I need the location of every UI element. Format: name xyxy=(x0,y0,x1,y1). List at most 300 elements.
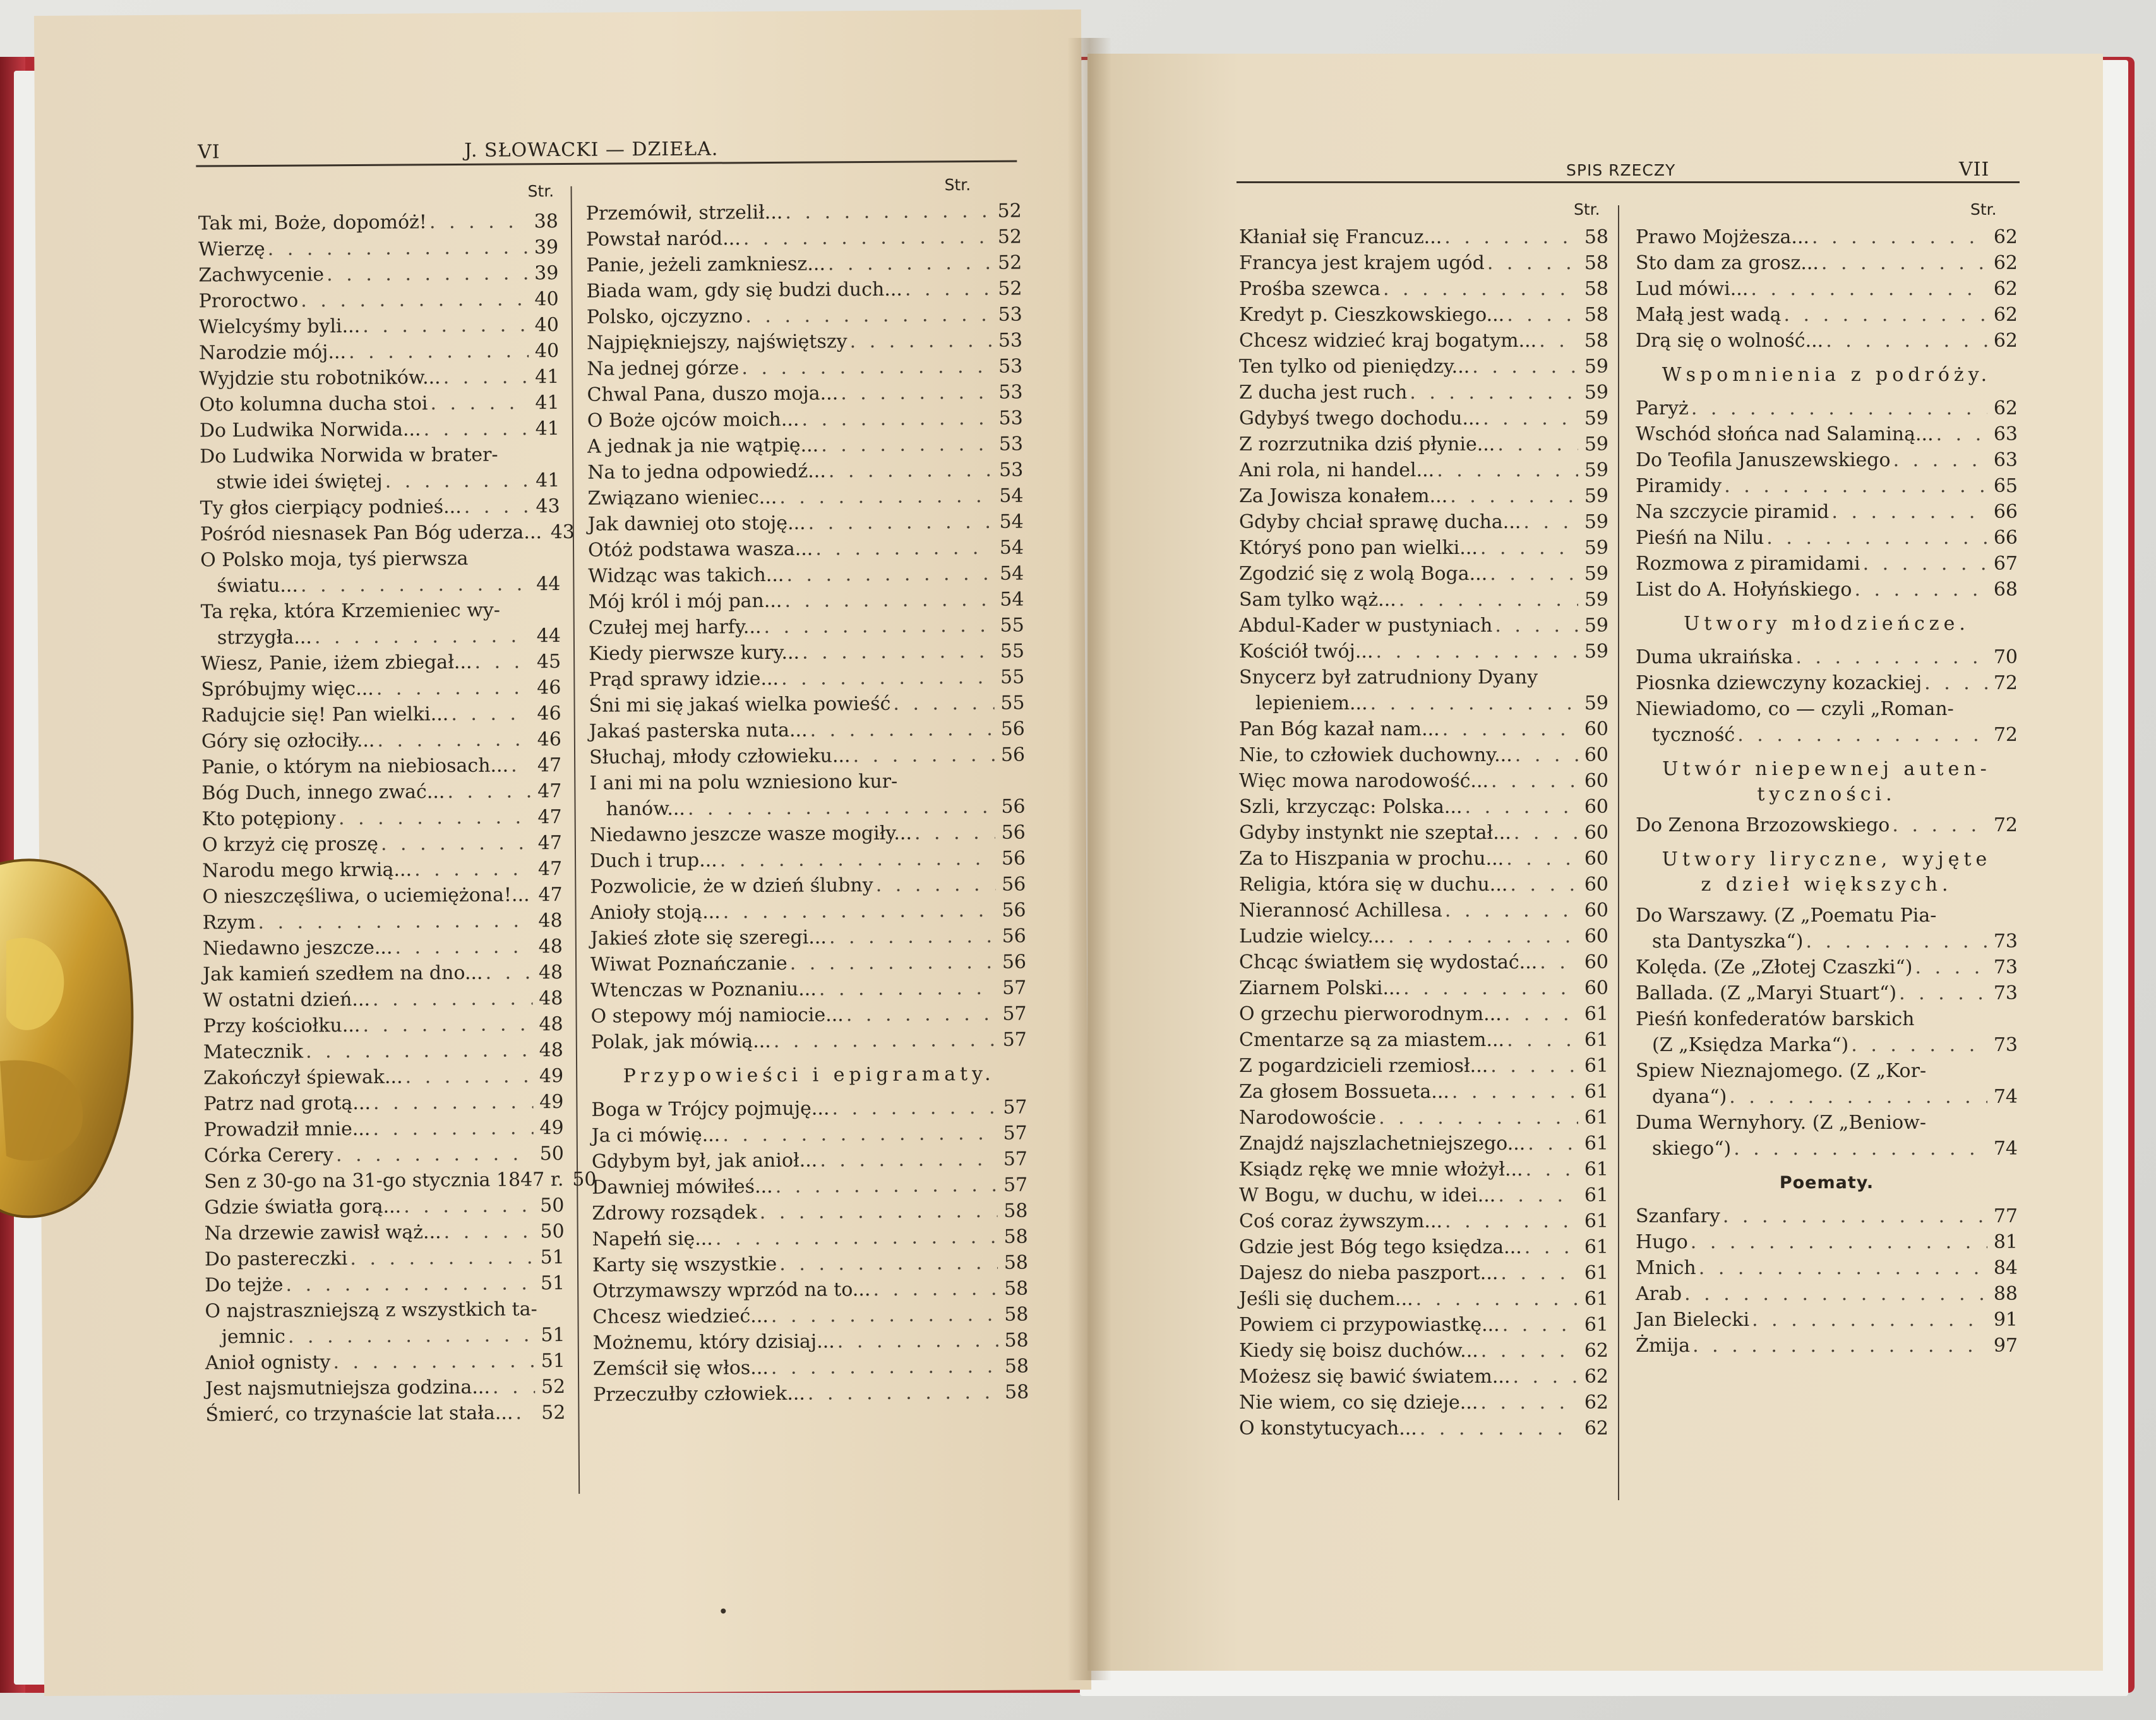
toc-entry-title: Niedawno jeszcze wasze mogiły... xyxy=(589,822,913,846)
toc-entry-title: Do tejże xyxy=(205,1273,284,1297)
toc-entry-title: Zachwycenie xyxy=(198,263,325,287)
toc-dot-leader xyxy=(808,1380,999,1407)
toc-entry-title: O Polsko moja, tyś pierwsza xyxy=(200,547,469,572)
toc-page-number: 60 xyxy=(1584,796,1608,818)
toc-entry xyxy=(586,224,1022,253)
toc-page-number: 59 xyxy=(1584,356,1608,378)
toc-entry-title: Czułej mej harfy... xyxy=(588,616,762,639)
toc-page-number: 59 xyxy=(1584,382,1608,404)
toc-page-number: 55 xyxy=(1000,614,1024,637)
toc-entry-title: Córka Cerery xyxy=(203,1144,334,1167)
toc-page-number: 48 xyxy=(539,987,563,1010)
toc-entry-title: Ja ci mówię... xyxy=(591,1124,721,1147)
toc-entry xyxy=(1239,1338,1608,1364)
toc-entry-title: Piramidy xyxy=(1636,475,1722,497)
toc-entry-title: Powstał naród... xyxy=(585,227,741,251)
toc-entry-title: Sen z 30-go na 31-go stycznia 1847 r. xyxy=(204,1169,564,1193)
toc-dot-leader xyxy=(815,535,993,562)
toc-page-number: 53 xyxy=(998,303,1022,326)
toc-dot-leader xyxy=(373,1115,533,1142)
toc-entry-title: Nie, to człowiek duchowny... xyxy=(1239,744,1512,766)
toc-entry-title: Pan Bóg kazał nam... xyxy=(1239,718,1440,740)
toc-entry-title: Religia, która się w duchu... xyxy=(1239,874,1508,896)
toc-dot-leader xyxy=(1498,1182,1578,1208)
toc-dot-leader xyxy=(1483,406,1578,431)
toc-page-number: 63 xyxy=(1993,423,2018,445)
toc-page-number: 61 xyxy=(1584,1262,1608,1284)
brass-clasp xyxy=(0,853,145,1225)
toc-entry-title: Któryś pono pan wielki... xyxy=(1239,537,1478,559)
toc-page-number: 40 xyxy=(534,288,559,311)
toc-entry xyxy=(1239,1416,1608,1441)
toc-entry xyxy=(1239,872,1608,898)
toc-page-number: 81 xyxy=(1993,1231,2018,1253)
toc-page-number: 53 xyxy=(998,355,1023,378)
toc-entry-title: I ani mi na polu wzniesiono kur- xyxy=(589,770,898,795)
toc-dot-leader xyxy=(1821,250,1987,276)
toc-dot-leader xyxy=(1526,1157,1578,1182)
toc-entry xyxy=(1636,395,2018,421)
toc-entry xyxy=(1636,525,2018,551)
toc-page-number: 40 xyxy=(534,314,560,337)
toc-dot-leader xyxy=(760,1198,998,1225)
toc-entry xyxy=(1636,224,2018,250)
toc-entry xyxy=(1239,1079,1608,1105)
toc-page-number: 52 xyxy=(998,277,1022,300)
toc-page-number: 61 xyxy=(1584,1210,1608,1232)
toc-entry-title: Śmierć, co trzynaście lat stała... xyxy=(205,1402,513,1426)
toc-page-number: 60 xyxy=(1584,925,1608,947)
toc-dot-leader xyxy=(1899,980,1987,1006)
toc-page-number: 57 xyxy=(1002,1002,1027,1025)
toc-entry xyxy=(1636,1307,2018,1333)
toc-entry xyxy=(593,1354,1029,1382)
right-running-head: SPIS RZECZY xyxy=(1566,161,1676,179)
toc-entry-title: Bóg Duch, innego zwać... xyxy=(201,781,445,805)
toc-entry xyxy=(1239,509,1608,535)
toc-entry-title: Do Ludwika Norwida w brater- xyxy=(200,443,498,468)
toc-entry-title: Żmija xyxy=(1636,1335,1691,1357)
toc-entry xyxy=(587,302,1022,330)
toc-entry xyxy=(1239,354,1608,380)
toc-entry xyxy=(592,1302,1028,1330)
toc-entry xyxy=(201,649,561,677)
toc-entry xyxy=(202,882,562,910)
toc-entry-title: O krzyż cię proszę xyxy=(201,833,379,857)
toc-dot-leader xyxy=(515,1400,535,1426)
toc-entry xyxy=(587,406,1023,434)
toc-entry-title: Z rozrzutnika dziś płynie... xyxy=(1239,433,1495,455)
toc-dot-leader xyxy=(1751,276,1987,302)
toc-dot-leader xyxy=(1379,1105,1578,1131)
toc-entry xyxy=(586,276,1022,304)
toc-entry xyxy=(1636,980,2018,1006)
toc-entry-title: Ten tylko od pieniędzy... xyxy=(1239,356,1470,378)
toc-dot-leader xyxy=(1915,954,1987,980)
toc-entry-title: Gdzie jest Bóg tego księdza... xyxy=(1239,1236,1522,1258)
toc-page-number: 46 xyxy=(537,702,561,725)
toc-entry-title: Kiedy się boisz duchów... xyxy=(1239,1340,1478,1362)
toc-entry-title: Patrz nad grotą... xyxy=(203,1092,371,1116)
toc-entry-title: Na to jedna odpowiedź... xyxy=(587,460,826,484)
toc-entry xyxy=(1636,670,2018,696)
toc-page-number: 44 xyxy=(536,625,561,647)
toc-page-number: 56 xyxy=(1002,873,1026,896)
toc-page-number: 61 xyxy=(1584,1081,1608,1103)
toc-entry xyxy=(592,1146,1027,1175)
toc-entry-title-continued: skiego“) xyxy=(1652,1138,1732,1160)
toc-entry xyxy=(1636,473,2018,499)
toc-page-number: 97 xyxy=(1993,1335,2018,1357)
section-heading-travels: Wspomnienia z podróży. xyxy=(1662,364,1992,386)
toc-entry xyxy=(1636,1255,2018,1281)
toc-entry xyxy=(1636,1281,2018,1307)
toc-entry xyxy=(198,260,558,288)
toc-entry xyxy=(589,690,1024,719)
toc-page-number: 68 xyxy=(1993,579,2018,601)
toc-page-number: 52 xyxy=(541,1375,566,1398)
toc-entry xyxy=(205,1244,565,1272)
toc-entry-title: Polsko, ojczyzno xyxy=(586,305,743,328)
toc-entry-title: Duma ukraińska xyxy=(1636,646,1794,668)
toc-dot-leader xyxy=(1795,644,1987,670)
toc-entry xyxy=(588,561,1024,589)
toc-entry-title: Jakaś pasterska nuta... xyxy=(589,719,808,743)
toc-page-number: 56 xyxy=(1002,951,1027,973)
toc-page-number: 40 xyxy=(534,340,560,363)
toc-dot-leader xyxy=(1388,923,1578,949)
toc-dot-leader xyxy=(377,726,531,753)
toc-dot-leader xyxy=(829,923,996,951)
toc-entry-title: Pieśń na Nilu xyxy=(1636,527,1764,549)
toc-entry-title: Dawniej mówiłeś... xyxy=(592,1175,773,1199)
toc-entry-title: Kredyt p. Cieszkowskiego... xyxy=(1239,304,1505,326)
toc-dot-leader xyxy=(1452,1079,1578,1105)
toc-entry xyxy=(1239,1260,1608,1286)
toc-dot-leader xyxy=(285,1270,534,1297)
toc-entry-title: Lud mówi... xyxy=(1636,278,1749,300)
toc-page-number: 41 xyxy=(536,469,560,492)
toc-page-number: 62 xyxy=(1993,397,2018,419)
section-heading-youth-works: Utwory młodzieńcze. xyxy=(1684,613,1970,635)
toc-entry xyxy=(200,442,560,469)
toc-entry xyxy=(202,830,562,858)
toc-entry xyxy=(592,1224,1028,1253)
toc-page-number: 47 xyxy=(537,858,563,881)
left-running-head: J. SŁOWACKI — DZIEŁA. xyxy=(464,138,719,162)
toc-entry xyxy=(199,312,559,340)
section-heading-uncertain-authorship: Utwór niepewnej auten- xyxy=(1662,758,1991,780)
toc-dot-leader xyxy=(381,830,532,857)
toc-page-number: 62 xyxy=(1993,330,2018,352)
toc-dot-leader xyxy=(1497,431,1578,457)
toc-entry-title: Do pastereczki xyxy=(204,1248,348,1271)
toc-entry xyxy=(590,1001,1026,1030)
toc-dot-leader xyxy=(1892,812,1987,838)
toc-dot-leader xyxy=(846,1001,997,1028)
right-col2-str-label: Str. xyxy=(1970,200,1997,219)
toc-page-number: 52 xyxy=(997,200,1022,222)
toc-dot-leader xyxy=(849,328,992,354)
toc-entry xyxy=(1239,1027,1608,1053)
toc-entry xyxy=(1239,250,1608,276)
toc-dot-leader xyxy=(1410,380,1578,406)
toc-entry-title: Jak dawniej oto stoję... xyxy=(587,512,806,536)
toc-entry-title: Zemścił się włos... xyxy=(592,1357,769,1380)
toc-entry xyxy=(1636,644,2018,670)
toc-dot-leader xyxy=(688,794,995,822)
toc-page-number: 59 xyxy=(1584,407,1608,430)
toc-page-number: 57 xyxy=(1003,1096,1027,1119)
toc-entry-title: Słuchaj, młody człowieku... xyxy=(589,745,851,769)
toc-dot-leader xyxy=(447,778,531,805)
toc-page-number: 50 xyxy=(540,1220,565,1243)
toc-page-number: 62 xyxy=(1993,304,2018,326)
toc-entry-title: A jednak ja nie wątpię... xyxy=(587,434,819,458)
toc-dot-leader xyxy=(1523,509,1578,535)
toc-entry xyxy=(1239,535,1608,561)
right-header-rule xyxy=(1237,181,2020,183)
toc-dot-leader xyxy=(771,1302,998,1329)
toc-dot-leader xyxy=(1729,1084,1987,1110)
toc-page-number: 61 xyxy=(1584,1288,1608,1310)
toc-entry-title: Przeczułby człowiek... xyxy=(593,1382,805,1406)
toc-entry-continuation xyxy=(1636,1136,2018,1162)
toc-page-number: 53 xyxy=(999,459,1024,481)
toc-entry xyxy=(204,1141,564,1169)
toc-page-number: 61 xyxy=(1584,1314,1608,1336)
toc-page-number: 59 xyxy=(1584,485,1608,507)
toc-entry xyxy=(1239,1390,1608,1416)
toc-page-number: 58 xyxy=(1003,1251,1029,1274)
toc-dot-leader xyxy=(1491,768,1578,794)
toc-dot-leader xyxy=(1766,525,1987,551)
toc-entry xyxy=(199,338,559,366)
toc-entry xyxy=(1239,768,1608,794)
section-heading-lyrical-works: Utwory liryczne, wyjęte xyxy=(1662,848,1992,870)
toc-entry xyxy=(590,923,1026,952)
toc-dot-leader xyxy=(1936,421,1987,447)
toc-entry xyxy=(1636,1333,2018,1359)
toc-dot-leader xyxy=(1480,535,1578,561)
toc-entry xyxy=(1636,302,2018,328)
toc-entry-title: Chcąc światłem się wydostać... xyxy=(1239,951,1538,973)
toc-page-number: 47 xyxy=(537,832,563,855)
toc-entry-title: Otóż podstawa wasza... xyxy=(587,538,813,562)
toc-entry xyxy=(1239,224,1608,250)
toc-entry xyxy=(1636,954,2018,980)
toc-dot-leader xyxy=(326,260,529,287)
toc-entry-continuation xyxy=(200,467,560,495)
toc-page-number: 62 xyxy=(1993,278,2018,300)
toc-dot-leader xyxy=(853,742,995,769)
toc-entry xyxy=(589,716,1025,745)
toc-entry xyxy=(589,613,1024,641)
toc-entry-title: Prąd sprawy idzie... xyxy=(589,667,779,691)
toc-entry-continuation xyxy=(200,571,560,599)
toc-dot-leader xyxy=(1510,872,1578,898)
toc-entry-title: O najstraszniejszą z wszystkich ta- xyxy=(205,1298,537,1323)
toc-page-number: 74 xyxy=(1993,1138,2018,1160)
toc-entry-title: Chcesz widzieć kraj bogatym... xyxy=(1239,330,1537,352)
toc-entry xyxy=(1636,903,2018,929)
toc-entry-title: Ziarnem Polski... xyxy=(1239,977,1401,999)
toc-page-number: 60 xyxy=(1584,951,1608,973)
toc-entry-title: Gdzie światła gorą... xyxy=(204,1195,402,1219)
toc-entry-title: Radujcie się! Pan wielki... xyxy=(201,703,449,727)
toc-entry-title: Ty głos cierpiący podnieś... xyxy=(200,495,462,520)
toc-entry-title: Zdrowy rozsądek xyxy=(592,1201,757,1225)
toc-entry-title: Gdyby chciał sprawę ducha... xyxy=(1239,511,1521,533)
toc-dot-leader xyxy=(741,354,992,381)
toc-dot-leader xyxy=(1831,499,1987,525)
toc-page-number: 62 xyxy=(1584,1340,1608,1362)
toc-page-number: 44 xyxy=(536,573,561,596)
toc-dot-leader xyxy=(1692,1333,1987,1359)
toc-entry-title: Mnich xyxy=(1636,1257,1696,1279)
toc-entry-title: Śni mi się jakaś wielka powieść xyxy=(589,692,891,717)
toc-page-number: 48 xyxy=(539,1039,564,1062)
toc-entry xyxy=(200,493,560,521)
toc-dot-leader xyxy=(1924,670,1987,696)
toc-entry xyxy=(586,250,1022,279)
toc-dot-leader xyxy=(404,1193,534,1219)
toc-page-number: 47 xyxy=(537,806,562,829)
toc-dot-leader xyxy=(301,571,530,598)
toc-page-number: 39 xyxy=(534,236,559,259)
toc-dot-leader xyxy=(785,198,991,226)
toc-entry-title: Francya jest krajem ugód xyxy=(1239,252,1485,274)
book-gutter-shadow xyxy=(1067,38,1111,1680)
toc-page-number: 58 xyxy=(1004,1303,1029,1326)
toc-dot-leader xyxy=(1540,949,1578,975)
toc-page-number: 54 xyxy=(999,536,1024,559)
toc-entry xyxy=(203,985,563,1013)
toc-dot-leader xyxy=(414,856,532,882)
toc-entry-title: Anioły stoją... xyxy=(590,901,721,924)
toc-entry xyxy=(1239,742,1608,768)
toc-entry-title: Możnemu, który dzisiaj... xyxy=(592,1330,835,1354)
toc-entry-title: Więc mowa narodowość... xyxy=(1239,770,1489,792)
toc-entry-title: Za to Hiszpania w prochu... xyxy=(1239,848,1504,870)
right-toc-column-2 xyxy=(1636,224,2018,1359)
toc-page-number: 51 xyxy=(540,1272,565,1295)
toc-entry xyxy=(200,545,560,573)
toc-entry xyxy=(201,726,561,754)
toc-dot-leader xyxy=(829,457,993,484)
toc-entry-title: Jakieś złote się szeregi... xyxy=(590,926,827,950)
toc-page-number: 46 xyxy=(537,728,562,751)
left-col2-str-label: Str. xyxy=(944,176,971,195)
toc-entry-title: Kolęda. (Ze „Złotej Czaszki“) xyxy=(1636,956,1913,978)
toc-entry xyxy=(201,778,561,806)
toc-entry xyxy=(1239,483,1608,509)
toc-entry-title: Ta ręka, która Krzemieniec wy- xyxy=(200,599,501,623)
toc-page-number: 59 xyxy=(1584,692,1608,714)
toc-entry xyxy=(1636,577,2018,603)
toc-entry-title: Prawo Mojżesza... xyxy=(1636,226,1810,248)
toc-page-number: 56 xyxy=(1001,847,1026,870)
toc-entry-title: Ani rola, ni handel... xyxy=(1239,459,1435,481)
toc-entry-title: Chwal Pana, duszo moja... xyxy=(587,382,839,406)
toc-entry xyxy=(205,1374,565,1402)
toc-entry-title: Za Jowisza konałem... xyxy=(1239,485,1448,507)
section-spacer xyxy=(1636,898,2018,903)
toc-entry-title: Do Warszawy. (Z „Poematu Pia- xyxy=(1636,905,1937,927)
toc-entry xyxy=(1636,1006,2018,1032)
toc-entry-title: Niedawno jeszcze... xyxy=(202,936,393,960)
toc-page-number: 59 xyxy=(1584,511,1608,533)
toc-entry xyxy=(1239,1182,1608,1208)
toc-entry xyxy=(1636,421,2018,447)
toc-page-number: 53 xyxy=(998,407,1023,430)
toc-dot-leader xyxy=(832,1095,997,1122)
toc-dot-leader xyxy=(1806,929,1987,954)
toc-page-number: 50 xyxy=(572,1168,597,1191)
toc-entry-title: Chcesz wiedzieć... xyxy=(592,1305,769,1328)
toc-dot-leader xyxy=(1507,302,1578,328)
toc-dot-leader xyxy=(430,390,529,416)
toc-page-number: 72 xyxy=(1993,814,2018,836)
toc-page-number: 57 xyxy=(1002,1028,1027,1051)
toc-entry-title: Sam tylko wąż... xyxy=(1239,589,1396,611)
toc-entry-title: W Bogu, w duchu, w idei... xyxy=(1239,1184,1496,1206)
section-heading-uncertain-authorship-cont: tyczności. xyxy=(1757,783,1896,805)
toc-dot-leader xyxy=(314,623,530,650)
toc-dot-leader xyxy=(1480,1390,1578,1416)
toc-page-number: 49 xyxy=(539,1064,564,1088)
toc-entry xyxy=(1239,1105,1608,1131)
toc-dot-leader xyxy=(301,286,529,313)
toc-dot-leader xyxy=(1737,722,1987,748)
toc-page-number: 74 xyxy=(1993,1086,2018,1108)
toc-entry-title: Gdyby instynkt nie szeptał... xyxy=(1239,822,1511,844)
toc-entry xyxy=(1239,302,1608,328)
toc-dot-leader xyxy=(1783,302,1987,328)
toc-page-number: 73 xyxy=(1993,930,2018,953)
toc-entry-title-continued: strzygła... xyxy=(217,626,313,649)
toc-page-number: 73 xyxy=(1993,1034,2018,1056)
toc-entry-title: Gdybym był, jak anioł... xyxy=(591,1149,818,1173)
toc-dot-leader xyxy=(1684,1281,1987,1307)
toc-entry-title: Wielcyśmy byli... xyxy=(198,315,361,339)
toc-entry xyxy=(199,286,559,314)
toc-page-number: 58 xyxy=(1004,1329,1029,1352)
toc-entry-title: Kiedy pierwsze kury... xyxy=(588,641,800,665)
toc-entry-title: Rzym xyxy=(202,911,256,934)
toc-page-number: 66 xyxy=(1993,527,2018,549)
toc-page-number: 61 xyxy=(1584,1003,1608,1025)
left-column-divider xyxy=(571,186,580,1494)
toc-dot-leader xyxy=(350,1244,534,1272)
toc-entry-title-continued: sta Dantyszka“) xyxy=(1652,930,1804,953)
toc-entry xyxy=(1239,406,1608,431)
toc-entry xyxy=(593,1380,1029,1408)
toc-page-number: 56 xyxy=(1000,743,1026,766)
toc-entry xyxy=(589,742,1025,771)
toc-entry-title: O konstytucyach... xyxy=(1239,1417,1417,1440)
toc-dot-leader xyxy=(405,1063,533,1090)
toc-entry xyxy=(1239,457,1608,483)
toc-entry xyxy=(1239,846,1608,872)
toc-entry-title: Narodzie mój... xyxy=(199,341,347,364)
toc-entry-title: O stepowy mój namiocie... xyxy=(590,1004,844,1028)
toc-entry-title: Wschód słońca nad Salaminą... xyxy=(1636,423,1934,445)
toc-entry xyxy=(589,639,1024,667)
toc-dot-leader xyxy=(1487,250,1578,276)
toc-dot-leader xyxy=(511,752,531,778)
toc-dot-leader xyxy=(464,493,530,520)
